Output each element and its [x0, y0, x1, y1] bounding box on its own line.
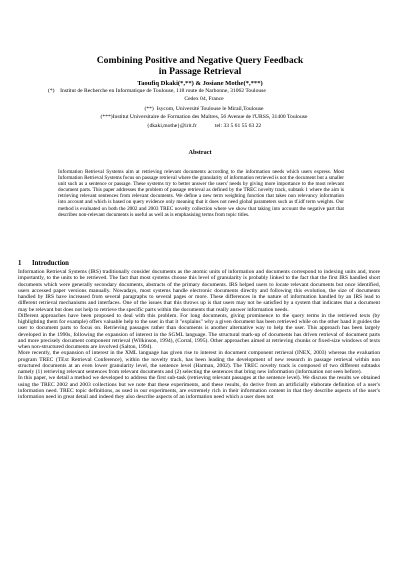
abstract-body: Information Retrieval Systems aim at retrieving relevant documents according to the information needs which users express. Most Information Retrieval Systems focus on passage retrieval where the granularity of information retrieved is not the document but a smaller unit such as a sentence or passage. These systems try to better answer the users' needs by giving more importance to the most relevant document parts. This paper addresses the problem of passage retrieval as defined by the TREC novelty track, subtask 1 where the aim is retrieving relevant sentences from relevant documents. We define a new term weighting function that takes non relevancy information into account and which is based on query evidence only meaning that it does not need global parameters such as tf.idf term weights. Our method is evaluated on both the 2002 and 2003 TREC novelty collection where we show that taking into account the negative part that describes non-relevant documents is useful as well as is emphasising terms from topic titles. [58, 169, 344, 218]
section-heading [18, 260, 69, 267]
abstract-heading: Abstract [188, 149, 212, 156]
intro-paragraph: In this paper, we detail a method we developed to address the first sub-task (retrieving relevant passages at the sentence level). We discuss the results we obtained using the TREC 2002 and 2003 collections but we note that these experiments, and these results, do derive from an artificially elaborate definition of a user's information need. TREC topic definitions, as used in our experiments, are extremely rich in their information content in that they describe aspects of the user's information need in great detail and indeed they also describe aspects of an information need which a user does not [18, 375, 380, 400]
intro-paragraph: Information Retrieval Systems (IRS) traditionally consider documents as the atomic units of information and documents correspond to indexing units and, more importantly, to the units to be retrieved. The fact that most systems choose this level of granularity is probably linked to the fact that the first IRS handled short documents which were generally secondary documents, abstracts of the primary documents. IRS helped users to locate relevant documents but once identified, users accessed paper versions manually. Nowadays, most systems handle electronic documents directly and following this evolution, the size of documents handled by IRS have increased from several paragraphs to several pages or more. These differences in the nature of information handled by an IRS lead to different retrieval mechanisms and interfaces. One of the issues that this throws up is that users may not be satisfied by a system that indicates that a document may be relevant but does not help to retrieve the specific parts within the documents that really answer information needs. [18, 269, 380, 313]
contact-line: {dkaki,mothe}@irit.fr tel: 33 5 61 55 63 22 [146, 123, 262, 129]
introduction-body [18, 269, 380, 400]
section-number: 1 [18, 260, 22, 267]
intro-paragraph: More recently, the expansion of interest in the XML language has given rise to interest in document component retrieval (INEX, 2003) whereas the evaluation program TREC (TExt Retrieval Conference), within the novelty track, has been leading the development of new research in passage retrieval within non structured documents at an even lower granularity level, the sentence level (Harman, 2002). The TREC novelty track is composed of two different subtasks namely (1) retrieving relevant sentences from relevant documents and (2) selecting the sentences that bring new information (information not seen before). [18, 350, 380, 375]
affiliation-irit-cont: Cedex 04, France [184, 96, 224, 102]
intro-paragraph: Different approaches have been proposed to deal with this problem. For long documents, giving prominence to the query terms in the retrieved texts (by highlighting them for example) offers valuable help to the user in that it "explains" why a given document has been retrieved while on the other hand it guides the user to document parts to focus on. Retrieving passages rather than documents is another alternative way to help the user. This approach has been largely developed in the 1990s, following the expansion of interest in the SGML language. The structural mark-up of documents has driven retrieval of document parts and more precisely document component retrieval (Wilkinson, 1994), (Corral, 1995). Other approaches aimed at retrieving chunks or fixed-size windows of texts when non-structured documents are involved (Salton, 1994). [18, 312, 380, 350]
affiliation-isycom: (**) Isycom, Université Toulouse le Mirail,Toulouse [144, 106, 264, 112]
title-line-1: Combining Positive and Negative Query Feedback [96, 55, 304, 66]
section-title: Introduction [32, 260, 69, 267]
title-line-2: in Passage Retrieval [158, 66, 242, 77]
author-list: Taoufiq Dkaki(*,**) & Josiane Mothe(*,***) [137, 80, 263, 87]
paper-title [40, 55, 360, 77]
affiliation-iufm: (***)Institut Universitaire de Formation des Maîtres, 56 Avenue de l'URSS, 31400 Toulouse [100, 114, 308, 120]
affiliation-irit: (*) Institut de Recherche en Informatique de Toulouse, 118 route de Narbonne, 31062 Toulouse [48, 88, 266, 94]
